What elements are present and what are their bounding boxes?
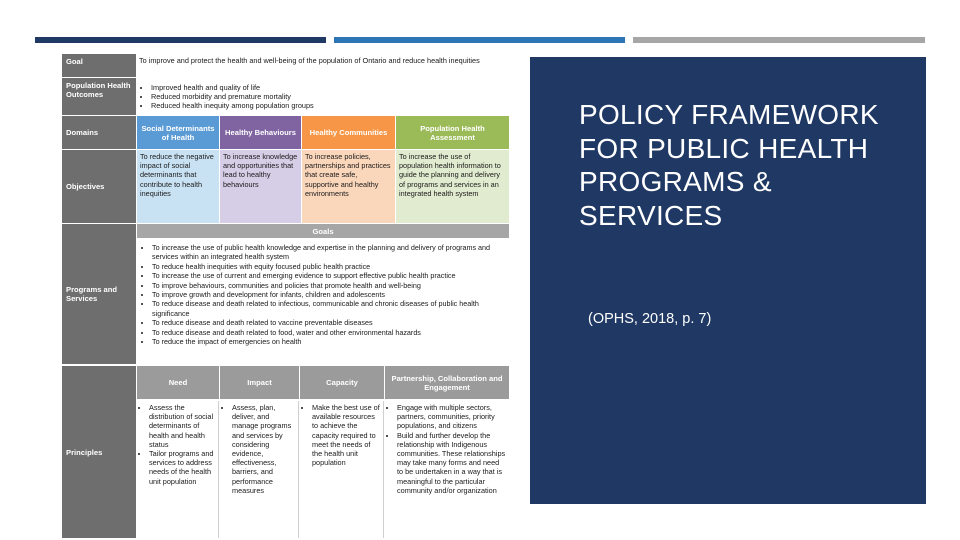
framework-figure (62, 54, 509, 538)
program-goal-item: • To reduce health inequities with equity focused public health practice (152, 262, 506, 271)
goals-header: Goals (137, 224, 509, 238)
objectives-label: Objectives (62, 150, 136, 223)
domains-label: Domains (62, 116, 136, 149)
program-goal-item: • To increase the use of public health knowledge and expertise in the planning and delivery of programs and services within an integrated health system (152, 243, 506, 262)
principle-item: • Assess, plan, deliver, and manage programs and services by considering evidence, effectiveness, barriers, and performance measures (232, 403, 295, 495)
principles-label: Principles (62, 366, 136, 538)
principle-header-impact: Impact (220, 366, 299, 399)
outcomes-label: Population Health Outcomes (62, 78, 136, 115)
objective-population-health-assessment: To increase the use of population health information to guide the planning and delivery of programs and services in an integrated health system (396, 150, 509, 223)
program-goal-item: • To reduce the impact of emergencies on health (152, 337, 506, 346)
principle-item: • Tailor programs and services to address needs of the health unit population (149, 449, 215, 486)
principle-header-capacity: Capacity (300, 366, 384, 399)
outcome-item: • Improved health and quality of life (151, 83, 506, 92)
principle-header-need: Need (137, 366, 219, 399)
programs-goals-list (137, 241, 509, 364)
objective-healthy-communities: To increase policies, partnerships and practices that create safe, supportive and healthy environments (302, 150, 395, 223)
outcome-item: • Reduced morbidity and premature mortality (151, 92, 506, 101)
principle-capacity-list (300, 401, 384, 538)
principle-header-partnership: Partnership, Collaboration and Engagement (385, 366, 509, 399)
objective-healthy-behaviours: To increase knowledge and opportunities that lead to healthy behaviours (220, 150, 301, 223)
outcomes-list (136, 78, 509, 115)
principle-item: • Assess the distribution of social determinants of health and health status (149, 403, 215, 449)
programs-label: Programs and Services (62, 224, 136, 364)
principle-item: • Build and further develop the relationship with Indigenous communities. These relationships may take many forms and need to be undertaken in a way that is meaningful to the particular community and/or organization (397, 431, 506, 495)
program-goal-item: • To reduce disease and death related to food, water and other environmental hazards (152, 328, 506, 337)
principle-need-list (137, 401, 219, 538)
objective-social-determinants: To reduce the negative impact of social determinants that contribute to health inequities (137, 150, 219, 223)
domain-social-determinants: Social Determinants of Health (137, 116, 219, 149)
outcome-item: • Reduced health inequity among population groups (151, 101, 506, 110)
principle-item: • Make the best use of available resources to achieve the capacity required to meet the needs of the health unit population (312, 403, 380, 467)
top-bar-left (35, 37, 326, 43)
top-bar-middle (334, 37, 625, 43)
domain-healthy-communities: Healthy Communities (302, 116, 395, 149)
principle-item: • Engage with multiple sectors, partners, communities, priority populations, and citizens (397, 403, 506, 431)
program-goal-item: • To reduce disease and death related to infectious, communicable and chronic diseases of public health significance (152, 299, 506, 318)
domain-population-health-assessment: Population Health Assessment (396, 116, 509, 149)
program-goal-item: • To improve behaviours, communities and policies that promote health and well-being (152, 281, 506, 290)
program-goal-item: • To increase the use of current and emerging evidence to support effective public health practice (152, 271, 506, 280)
goal-label: Goal (62, 54, 136, 77)
goal-text: To improve and protect the health and well-being of the population of Ontario and reduce health inequities (136, 54, 509, 77)
domain-healthy-behaviours: Healthy Behaviours (220, 116, 301, 149)
top-bar-right (633, 37, 925, 43)
principle-partnership-list (385, 401, 509, 538)
principle-impact-list (220, 401, 299, 538)
citation: (OPHS, 2018, p. 7) (588, 311, 712, 327)
program-goal-item: • To improve growth and development for infants, children and adolescents (152, 290, 506, 299)
slide-title: POLICY FRAMEWORK FOR PUBLIC HEALTH PROGRAMS & SERVICES (579, 99, 879, 231)
program-goal-item: • To reduce disease and death related to vaccine preventable diseases (152, 318, 506, 327)
